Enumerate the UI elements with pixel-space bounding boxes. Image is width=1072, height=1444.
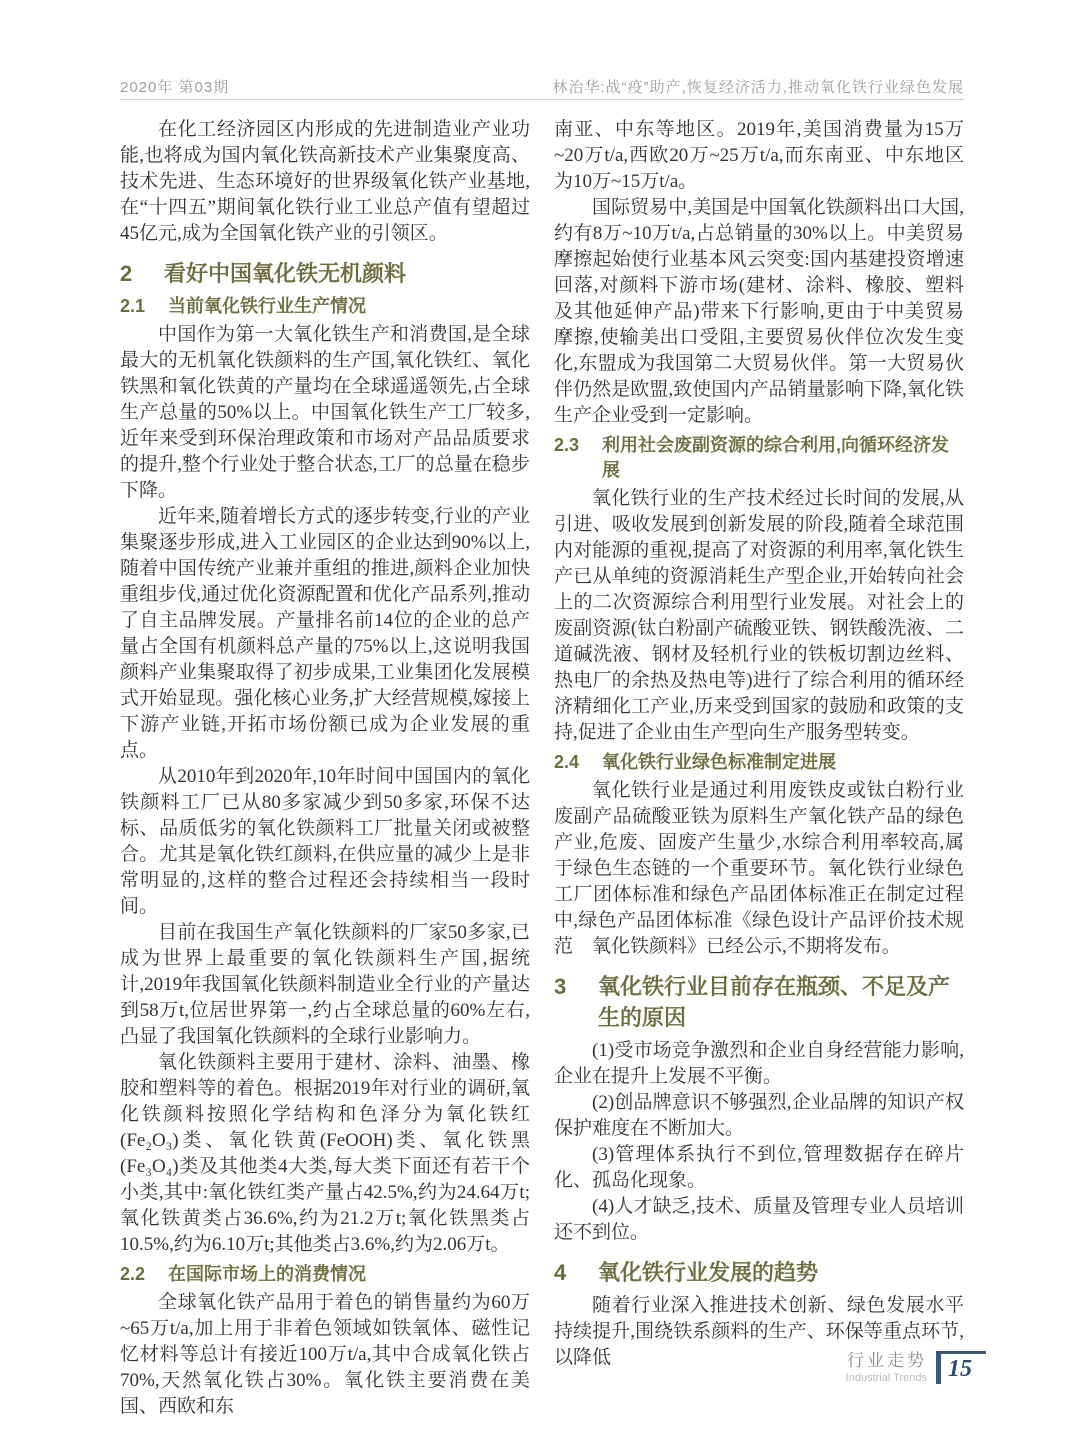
left-column — [120, 117, 530, 1420]
subsection-number: 2.1 — [120, 296, 146, 316]
paragraph: 随着行业深入推进技术创新、绿色发展水平持续提升,围绕铁系颜料的生产、环保等重点环节,以降低 — [554, 1295, 964, 1368]
subsection-heading-2-2 — [120, 1262, 530, 1287]
section-heading-3 — [554, 971, 964, 1033]
section-title: 氧化铁行业发展的趋势 — [598, 1260, 819, 1285]
footer-section-labels — [846, 1351, 927, 1385]
section-number: 4 — [554, 1260, 567, 1285]
paragraph: 氧化铁行业是通过利用废铁皮或钛白粉行业废副产品硫酸亚铁为原料生产氧化铁产品的绿色产业,危废、固废产生量少,水综合利用率较高,属于绿色生态链的一个重要环节。氧化铁行业绿色工厂团体标准和绿色产品团体标准正在制定过程中,绿色产品团体标准《绿色设计产品评价技术规范 氧化铁颜料》已经公示,不期将发布。 — [554, 780, 964, 957]
list-item-4: (4)人才缺乏,技术、质量及管理专业人员培训还不到位。 — [554, 1196, 964, 1243]
header-issue: 2020年 第03期 — [120, 79, 230, 96]
footer-section-name-cn: 行业走势 — [847, 1351, 927, 1370]
paragraph-continuation: 南亚、中东等地区。2019年,美国消费量为15万~20万t/a,西欧20万~25万t/a,而东南亚、中东地区为10万~15万t/a。 — [554, 119, 964, 192]
section-heading-4 — [554, 1257, 964, 1288]
paragraph: 氧化铁颜料主要用于建材、涂料、油墨、橡胶和塑料等的着色。根据2019年对行业的调研,氧化铁颜料按照化学结构和色泽分为氧化铁红(Fe₂O₃)类、氧化铁黄(FeOOH)类、氧化铁黑(Fe₃O₄)类及其他类4大类,每大类下面还有若干个小类,其中:氧化铁红类产量占42.5%,约为24.64万t;氧化铁黄类占36.6%,约为21.2万t;氧化铁黑类占10.5%,约为6.10万t;其他类占3.6%,约为2.06万t。 — [120, 1052, 530, 1255]
right-column — [554, 117, 964, 1420]
header-rule — [120, 99, 964, 100]
subsection-number: 2.2 — [120, 1264, 146, 1284]
subsection-title: 当前氧化铁行业生产情况 — [168, 296, 366, 316]
footer-section-name-en: Industrial Trends — [845, 1372, 927, 1384]
header-running-title: 林治华:战“疫”助产,恢复经济活力,推动氧化铁行业绿色发展 — [552, 79, 964, 96]
paragraph: 目前在我国生产氧化铁颜料的厂家50多家,已成为世界上最重要的氧化铁颜料生产国,据统计,2019年我国氧化铁颜料制造业全行业的产量达到58万t,位居世界第一,约占全球总量的60%左右,凸显了我国氧化铁颜料的全球行业影响力。 — [120, 922, 530, 1047]
subsection-heading-2-1 — [120, 294, 530, 319]
two-column-body — [120, 117, 964, 1420]
page-number: 15 — [948, 1356, 972, 1382]
section-number: 2 — [120, 261, 133, 286]
subsection-title: 利用社会废副资源的综合利用,向循环经济发展 — [602, 435, 949, 480]
paragraph: 氧化铁行业的生产技术经过长时间的发展,从引进、吸收发展到创新发展的阶段,随着全球范围内对能源的重视,提高了对资源的利用率,氧化铁生产已从单纯的资源消耗生产型企业,开始转向社会上的二次资源综合利用型行业发展。对社会上的废副资源(钛白粉副产硫酸亚铁、钢铁酸洗液、二道碱洗液、钢材及轻机行业的铁板切割边丝料、热电厂的余热及热电等)进行了综合利用的循环经济精细化工产业,历来受到国家的鼓励和政策的支持,促进了企业由生产型向生产服务型转变。 — [554, 488, 964, 743]
list-item-3: (3)管理体系执行不到位,管理数据存在碎片化、孤岛化现象。 — [554, 1144, 964, 1191]
list-item-2: (2)创品牌意识不够强烈,企业品牌的知识产权保护难度在不断加大。 — [554, 1092, 964, 1139]
list-item-1: (1)受市场竞争激烈和企业自身经营能力影响,企业在提升上发展不平衡。 — [554, 1040, 964, 1087]
page-header — [120, 76, 964, 97]
page-number-bracket — [936, 1351, 986, 1384]
subsection-title: 氧化铁行业绿色标准制定进展 — [602, 752, 836, 772]
paragraph-intro: 在化工经济园区内形成的先进制造业产业功能,也将成为国内氧化铁高新技术产业集聚度高、技术先进、生态环境好的世界级氧化铁产业基地,在“十四五”期间氧化铁行业工业总产值有望超过45亿元,成为全国氧化铁产业的引领区。 — [120, 119, 530, 244]
subsection-heading-2-4 — [554, 750, 964, 775]
paragraph: 国际贸易中,美国是中国氧化铁颜料出口大国,约有8万~10万t/a,占总销量的30%以上。中美贸易摩擦起始使行业基本风云突变:国内基建投资增速回落,对颜料下游市场(建材、涂料、橡胶、塑料及其他延伸产品)带来下行影响,更由于中美贸易摩擦,使输美出口受阻,主要贸易伙伴位次发生变化,东盟成为我国第二大贸易伙伴。第一大贸易伙伴仍然是欧盟,致使国内产品销量影响下降,氧化铁生产企业受到一定影响。 — [554, 197, 964, 426]
subsection-heading-2-3 — [554, 433, 964, 483]
subsection-title: 在国际市场上的消费情况 — [168, 1264, 366, 1284]
page-footer — [846, 1351, 986, 1385]
section-title: 氧化铁行业目前存在瓶颈、不足及产生的原因 — [598, 974, 951, 1030]
paragraph: 从2010年到2020年,10年时间中国国内的氧化铁颜料工厂已从80多家减少到50多家,环保不达标、品质低劣的氧化铁颜料工厂批量关闭或被整合。尤其是氧化铁红颜料,在供应量的减少上是非常明显的,这样的整合过程还会持续相当一段时间。 — [120, 766, 530, 917]
section-heading-2 — [120, 258, 530, 289]
subsection-number: 2.4 — [554, 752, 580, 772]
paragraph: 中国作为第一大氧化铁生产和消费国,是全球最大的无机氧化铁颜料的生产国,氧化铁红、氧化铁黑和氧化铁黄的产量均在全球遥遥领先,占全球生产总量的50%以上。中国氧化铁生产工厂较多,近年来受到环保治理政策和市场对产品品质要求的提升,整个行业处于整合状态,工厂的总量在稳步下降。 — [120, 324, 530, 501]
section-number: 3 — [554, 974, 567, 999]
paragraph: 近年来,随着增长方式的逐步转变,行业的产业集聚逐步形成,进入工业园区的企业达到90%以上,随着中国传统产业兼并重组的推进,颜料企业加快重组步伐,通过优化资源配置和优化产品系列,推动了自主品牌发展。产量排名前14位的企业的总产量占全国有机颜料总产量的75%以上,这说明我国颜料产业集聚取得了初步成果,工业集团化发展模式开始显现。强化核心业务,扩大经营规模,嫁接上下游产业链,开拓市场份额已成为企业发展的重点。 — [120, 506, 530, 761]
paragraph: 全球氧化铁产品用于着色的销售量约为60万~65万t/a,加上用于非着色领域如铁氧体、磁性记忆材料等总计有接近100万t/a,其中合成氧化铁占70%,天然氧化铁占30%。氧化铁主要消费在美国、西欧和东 — [120, 1292, 530, 1417]
section-title: 看好中国氧化铁无机颜料 — [164, 261, 407, 286]
subsection-number: 2.3 — [554, 435, 580, 455]
